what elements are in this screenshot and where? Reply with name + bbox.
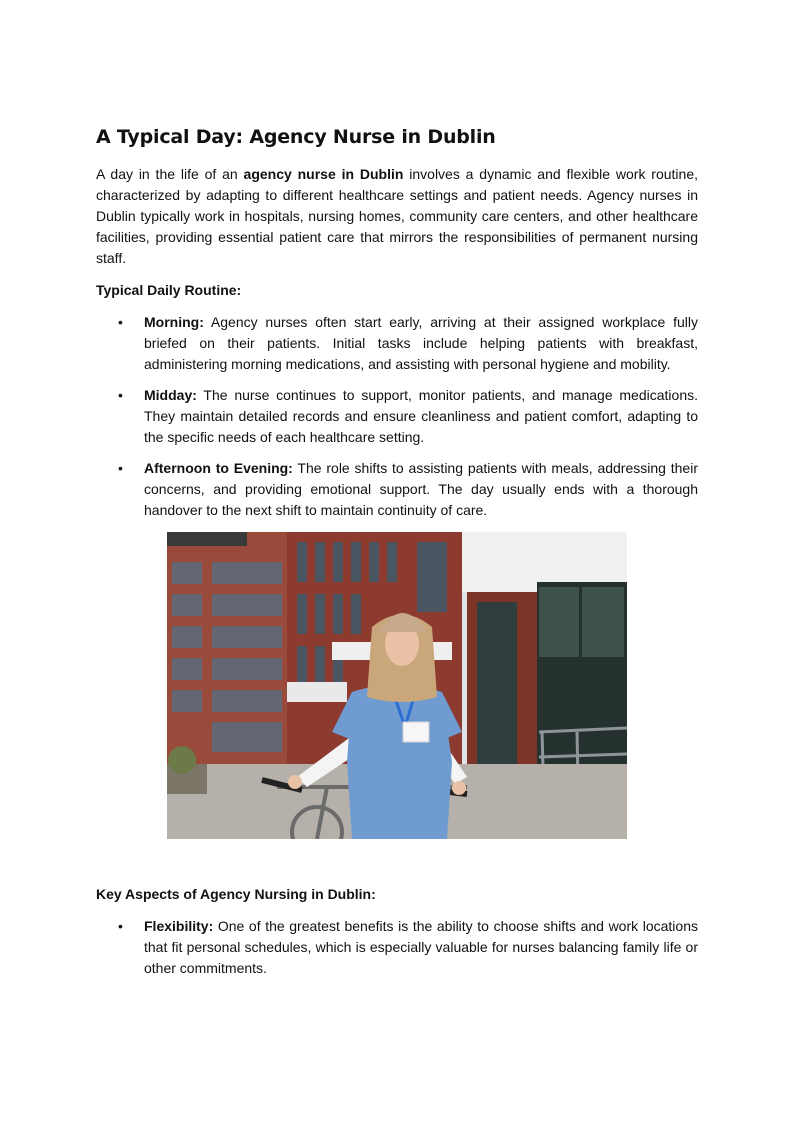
list-item-text: One of the greatest benefits is the ability to choose shifts and work locations that fit personal schedules, which is especially valuable for nurses balancing family life or other commitments. [144,918,698,976]
key-aspects-list [96,916,698,989]
intro-text-start: A day in the life of an [96,166,244,182]
intro-text-end: involves a dynamic and flexible work routine, characterized by adapting to different healthcare settings and patient needs. Agency nurses in Dublin typically work in hospitals, nursing homes, community care centers, and other healthcare facilities, providing essential patient care that mirrors the responsibilities of permanent nursing staff. [96,166,698,266]
list-item-term: Flexibility: [144,918,214,934]
intro-bold-phrase: agency nurse in Dublin [243,166,404,182]
key-aspects-heading: Key Aspects of Agency Nursing in Dublin: [96,886,376,902]
list-item [96,916,698,979]
bullet-icon: • [118,314,123,330]
routine-list [96,312,698,521]
list-item-term: Afternoon to Evening: [144,460,293,476]
routine-heading: Typical Daily Routine: [96,282,242,298]
bullet-icon: • [118,387,123,403]
list-item [96,385,698,448]
list-item-text: The nurse continues to support, monitor patients, and manage medications. They maintain detailed records and ensure cleanliness and patient comfort, adapting to the specific needs of each healthcare setting. [144,387,698,445]
list-item [96,312,698,375]
nurse-with-bicycle-photo [167,532,627,839]
document-body [96,126,698,531]
list-item-term: Midday: [144,387,197,403]
bullet-icon: • [118,460,123,476]
list-item-text: The role shifts to assisting patients with meals, addressing their concerns, and providing emotional support. The day usually ends with a thorough handover to the next shift to maintain continuity of care. [144,460,698,518]
intro-paragraph [96,164,698,269]
list-item-term: Morning: [144,314,204,330]
list-item [96,458,698,521]
page-title: A Typical Day: Agency Nurse in Dublin [96,126,496,148]
list-item-text: Agency nurses often start early, arriving at their assigned workplace fully briefed on their patients. Initial tasks include helping patients with breakfast, administering morning medications, and assisting with personal hygiene and mobility. [144,314,698,372]
bullet-icon: • [118,918,123,934]
